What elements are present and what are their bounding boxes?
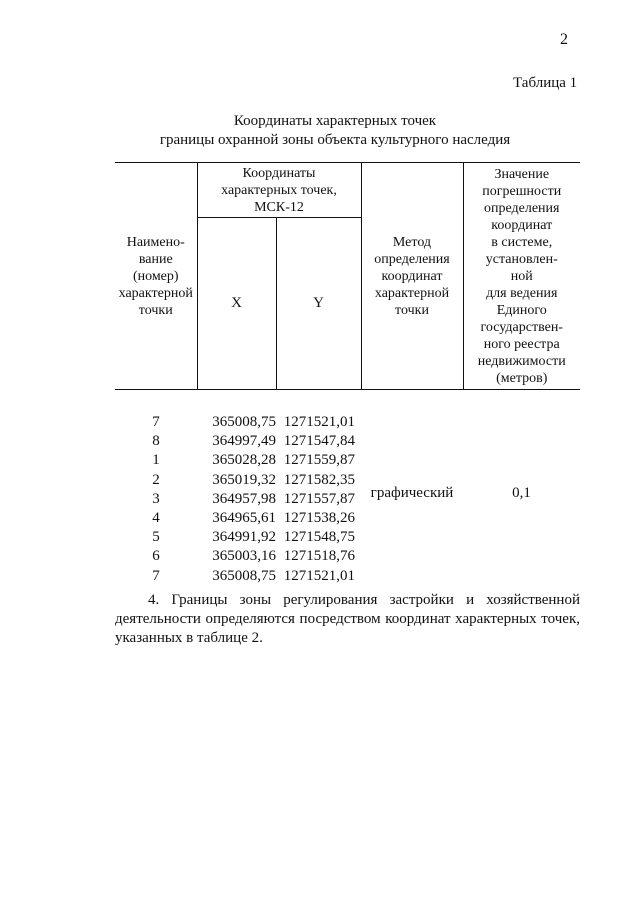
point-name: 2 <box>152 471 160 488</box>
table-title-line-1: Координаты характерных точек <box>233 113 437 129</box>
table-row <box>115 451 375 470</box>
table-row <box>115 413 375 432</box>
table-row <box>115 509 375 528</box>
table-row <box>115 471 375 490</box>
point-name: 1 <box>152 452 160 469</box>
header-point-name: Наимено- вание (номер) характерной точки <box>115 163 197 390</box>
point-y: 1271518,76 <box>283 548 355 565</box>
point-y: 1271538,26 <box>283 509 355 526</box>
table-row <box>115 547 375 566</box>
header-error: Значение погрешности определения координат в системе, установлен- ной для ведения Единого государствен- ного реестра недвижимости (метров) <box>463 163 580 390</box>
point-x: 365008,75 <box>212 414 276 430</box>
header-y: Y <box>276 218 361 390</box>
point-x: 365003,16 <box>212 548 276 565</box>
paragraph-4 <box>115 591 580 648</box>
point-y: 1271548,75 <box>283 529 355 546</box>
point-name: 5 <box>152 529 160 546</box>
table-title <box>100 112 570 150</box>
point-x: 365008,75 <box>212 567 276 584</box>
point-name: 3 <box>152 490 160 507</box>
table-row <box>115 528 375 547</box>
paragraph-text: 4. Границы зоны регулирования застройки и хозяйственной деятельности определяются посредством координат характерных точек, указанных в таблице 2. <box>115 592 580 646</box>
point-x: 364991,92 <box>212 529 276 546</box>
point-x: 364965,61 <box>212 509 276 526</box>
method-value: графический <box>370 485 454 501</box>
page-number: 2 <box>560 31 568 48</box>
point-y: 1271559,87 <box>283 452 355 469</box>
table-caption: Таблица 1 <box>513 75 578 91</box>
point-y: 1271547,84 <box>283 433 355 450</box>
point-name: 6 <box>152 548 160 565</box>
point-y: 1271582,35 <box>283 471 355 488</box>
table-row <box>115 490 375 509</box>
point-name: 7 <box>152 414 160 430</box>
error-value: 0,1 <box>512 485 531 501</box>
point-name: 4 <box>152 509 160 526</box>
header-coordinates: Координаты характерных точек, МСК-12 <box>197 163 361 218</box>
coordinates-table-body <box>115 413 580 584</box>
point-x: 365019,32 <box>212 471 276 488</box>
coordinate-rows <box>115 413 375 586</box>
point-name: 8 <box>152 433 160 450</box>
point-name: 7 <box>152 567 160 584</box>
point-y: 1271521,01 <box>283 567 355 584</box>
point-x: 365028,28 <box>212 452 276 469</box>
table-title-line-2: границы охранной зоны объекта культурного наследия <box>159 132 511 148</box>
header-x: X <box>197 218 276 390</box>
point-x: 364957,98 <box>212 490 276 507</box>
point-x: 364997,49 <box>212 433 276 450</box>
table-row <box>115 432 375 451</box>
point-y: 1271557,87 <box>283 490 355 507</box>
point-y: 1271521,01 <box>283 414 355 430</box>
coordinates-table-header <box>115 162 580 390</box>
header-method: Метод определения координат характерной точки <box>361 163 463 390</box>
table-row <box>115 567 375 586</box>
